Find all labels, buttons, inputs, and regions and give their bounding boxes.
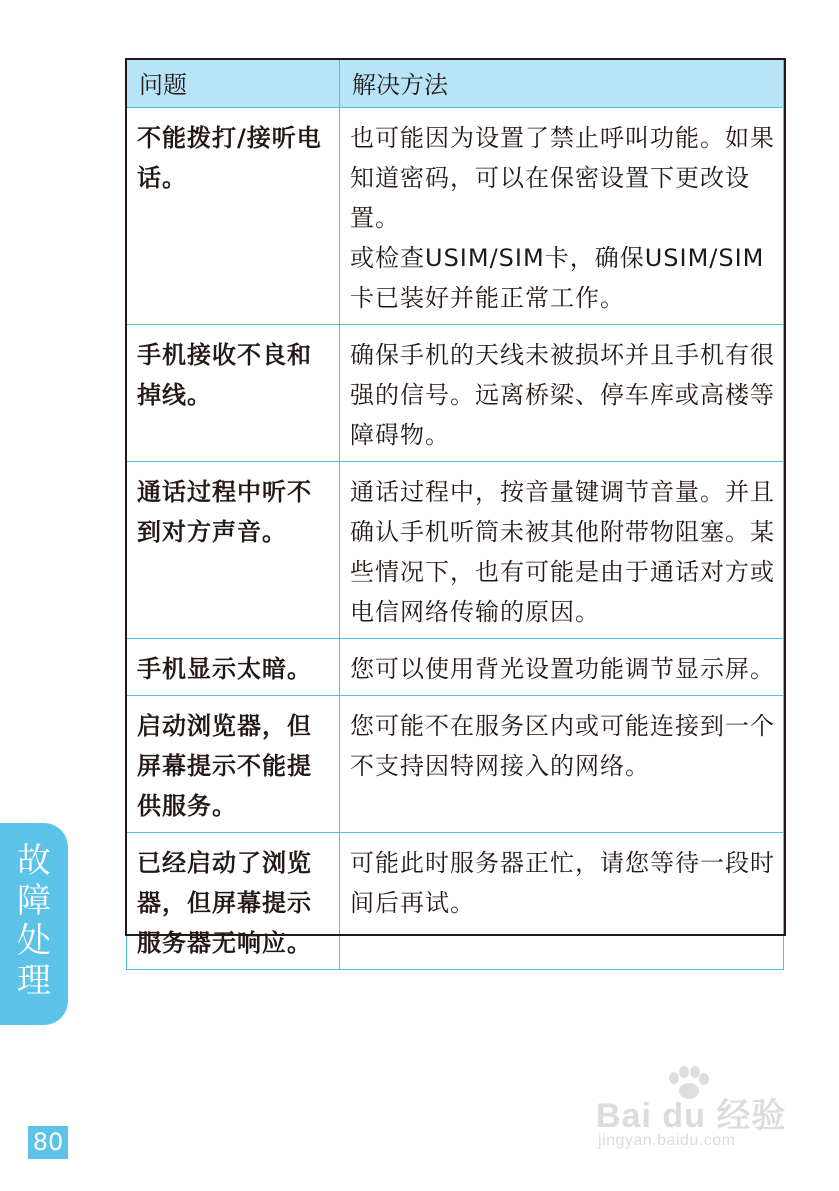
problem-cell: 不能拨打/接听电话。 [127, 108, 340, 325]
header-problem: 问题 [127, 60, 340, 108]
problem-cell: 通话过程中听不到对方声音。 [127, 462, 340, 639]
solution-cell: 您可能不在服务区内或可能连接到一个不支持因特网接入的网络。 [340, 696, 784, 833]
table-row [127, 639, 784, 696]
solution-cell: 您可以使用背光设置功能调节显示屏。 [340, 639, 784, 696]
problem-cell: 手机接收不良和掉线。 [127, 325, 340, 462]
problem-cell: 已经启动了浏览器，但屏幕提示服务器无响应。 [127, 833, 340, 970]
chapter-label: 故障处理 [17, 841, 51, 1001]
baidu-watermark [596, 1066, 796, 1156]
table-row [127, 833, 784, 970]
table-row [127, 696, 784, 833]
solution-cell: 确保手机的天线未被损坏并且手机有很强的信号。远离桥梁、停车库或高楼等障碍物。 [340, 325, 784, 462]
problem-cell: 启动浏览器，但屏幕提示不能提供服务。 [127, 696, 340, 833]
solution-text-extra: 或检查USIM/SIM卡，确保USIM/SIM卡已装好并能正常工作。 [350, 244, 765, 312]
solution-text: 也可能因为设置了禁止呼叫功能。如果知道密码，可以在保密设置下更改设置。 [350, 124, 775, 232]
problem-cell: 手机显示太暗。 [127, 639, 340, 696]
table-row [127, 462, 784, 639]
table-row [127, 108, 784, 325]
table-row [127, 325, 784, 462]
troubleshooting-table [126, 59, 784, 970]
table-header-row [127, 60, 784, 108]
page-number: 80 [28, 1126, 68, 1159]
header-solution: 解决方法 [340, 60, 784, 108]
watermark-logo: Bai du 经验 [596, 1097, 787, 1135]
solution-cell: 可能此时服务器正忙，请您等待一段时间后再试。 [340, 833, 784, 970]
watermark-url: jingyan.baidu.com [598, 1132, 736, 1149]
chapter-side-tab [0, 823, 68, 1025]
solution-cell: 通话过程中，按音量键调节音量。并且确认手机听筒未被其他附带物阻塞。某些情况下，也有可能是由于通话对方或电信网络传输的原因。 [340, 462, 784, 639]
solution-cell [340, 108, 784, 325]
